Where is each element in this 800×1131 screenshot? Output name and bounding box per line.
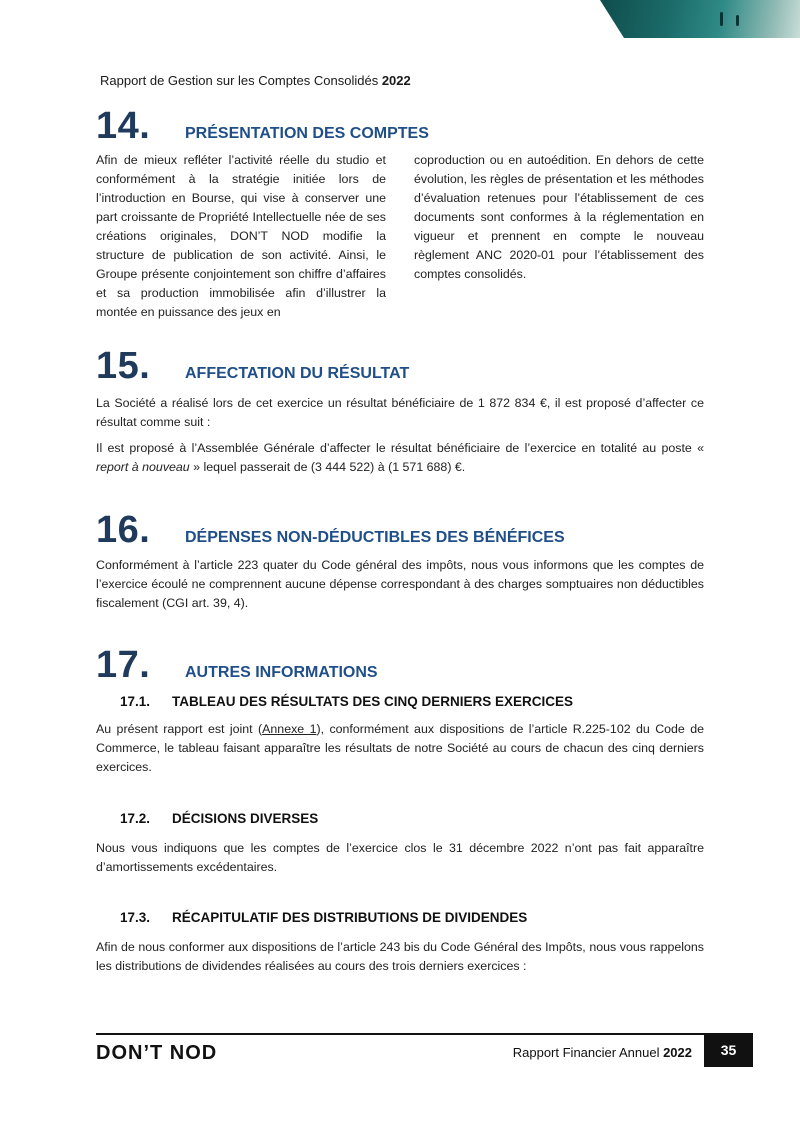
subsection-17-3-paragraph: Afin de nous conformer aux dispositions de l’article 243 bis du Code Général des Impôts, nous vous rappelons les distributions de dividendes réalisées au cours des trois derniers exercices : <box>96 940 704 973</box>
subsection-heading <box>120 811 318 826</box>
footer-year: 2022 <box>663 1045 692 1060</box>
subsection-17-2-paragraph: Nous vous indiquons que les comptes de l’exercice clos le 31 décembre 2022 n’ont pas fait apparaître d’amortissements excédentaires. <box>96 841 704 874</box>
subsection-number: 17.3. <box>120 910 151 925</box>
section-title: AFFECTATION DU RÉSULTAT <box>185 365 410 382</box>
section-14-left-column: Afin de mieux refléter l’activité réelle du studio et conformément à la stratégie initiée lors de l’introduction en Bourse, qui vise à conserver une part croissante de Propriété Intellectuelle née de ses créations originales, DON’T NOD modifie la structure de publication de son activité. Ainsi, le Groupe présente conjointement son chiffre d’affaires et sa production immobilisée afin d’illustrer la montée en puissance des jeux en <box>96 153 386 319</box>
subsection-heading <box>120 694 573 709</box>
dontnod-logo: DON’T NOD <box>96 1042 218 1064</box>
section-number: 16. <box>96 509 151 551</box>
section-heading <box>96 345 409 388</box>
section-14-right-column: coproduction ou en autoédition. En dehors de cette évolution, les règles de présentation et les méthodes d’évaluation retenues pour l’établissement de ces documents sont conformes à la réglementation en vigueur et prennent en compte le nouveau règlement ANC 2020-01 pour l’établissement des comptes consolidés. <box>414 153 704 281</box>
section-title: DÉPENSES NON-DÉDUCTIBLES DES BÉNÉFICES <box>185 529 565 546</box>
footer-rule <box>96 1033 704 1035</box>
section-number: 15. <box>96 345 151 387</box>
section-heading <box>96 644 378 687</box>
section-title: PRÉSENTATION DES COMPTES <box>185 125 429 142</box>
corner-photo <box>600 0 800 38</box>
section-heading <box>96 105 429 148</box>
subsection-number: 17.2. <box>120 811 151 826</box>
section-15-paragraph-1: La Société a réalisé lors de cet exercice un résultat bénéficiaire de 1 872 834 €, il est proposé d’affecter ce résultat comme suit : <box>96 396 704 429</box>
section-15-paragraph-2 <box>96 439 704 477</box>
running-head-text: Rapport de Gestion sur les Comptes Consolidés <box>100 73 379 88</box>
section-number: 17. <box>96 644 151 686</box>
silhouette-figure <box>720 12 723 26</box>
page-number: 35 <box>704 1033 753 1067</box>
silhouette-figure <box>736 15 739 26</box>
subsection-heading <box>120 910 527 925</box>
running-head <box>100 73 411 88</box>
footer-title-text: Rapport Financier Annuel <box>512 1045 660 1060</box>
paragraph-text: » lequel passerait de (3 444 522) à (1 571 688) €. <box>189 460 466 474</box>
subsection-title: RÉCAPITULATIF DES DISTRIBUTIONS DE DIVIDENDES <box>172 910 528 925</box>
subsection-title: TABLEAU DES RÉSULTATS DES CINQ DERNIERS EXERCICES <box>172 694 574 709</box>
paragraph-text: ), conformément aux dispositions de l’article R.225-102 du Code de Commerce, le tableau faisant apparaître les résultats de notre Société au cours de chacun des cinq derniers exercices. <box>96 722 705 774</box>
running-head-year: 2022 <box>381 73 411 88</box>
section-title: AUTRES INFORMATIONS <box>185 664 378 681</box>
paragraph-text: Au présent rapport est joint ( <box>96 722 263 736</box>
report-a-nouveau-term: report à nouveau <box>96 460 190 474</box>
subsection-17-1-paragraph <box>96 720 704 777</box>
section-16-paragraph: Conformément à l’article 223 quater du Code général des impôts, nous vous informons que les comptes de l’exercice écoulé ne comprennent aucune dépense correspondant à des charges somptuaires non déductibles fiscalement (CGI art. 39, 4). <box>96 558 704 610</box>
paragraph-text: Il est proposé à l’Assemblée Générale d’affecter le résultat bénéficiaire de l’exercice en totalité au poste « <box>96 441 704 455</box>
subsection-title: DÉCISIONS DIVERSES <box>172 811 319 826</box>
footer-title <box>513 1045 692 1060</box>
subsection-number: 17.1. <box>120 694 151 709</box>
section-heading <box>96 509 565 552</box>
section-number: 14. <box>96 105 151 147</box>
annexe-1-link[interactable]: Annexe 1 <box>262 722 317 736</box>
